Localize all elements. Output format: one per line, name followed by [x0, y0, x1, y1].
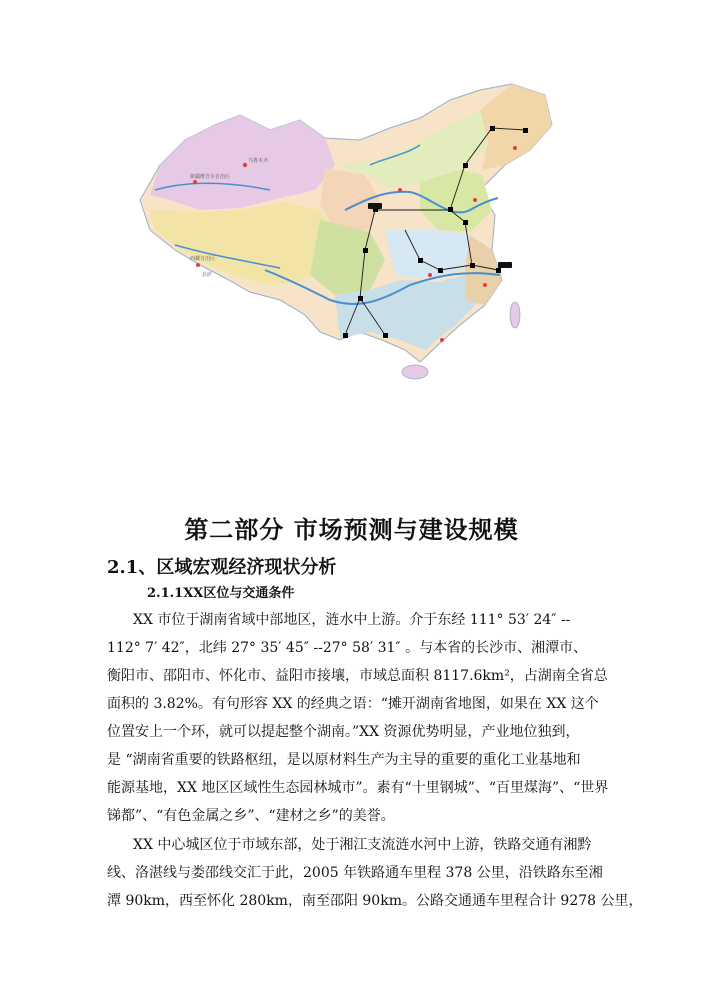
station-marker [438, 268, 443, 273]
paragraph-line: 潭 90km，西至怀化 280km，南至邵阳 90km。公路交通通车里程合计 9278 公里， [107, 893, 643, 909]
china-map-figure [120, 70, 560, 380]
city-dot [428, 273, 432, 277]
city-dot [193, 180, 197, 184]
map-label-tibet: 西藏自治区 [190, 256, 216, 262]
paragraph-line: 线、洛湛线与娄邵线交汇于此，2005 年铁路通车里程 378 公里，沿铁路东至湘 [107, 865, 603, 881]
station-marker [496, 268, 501, 273]
paragraph-line: 锑都”、“有色金属之乡”、“建材之乡”的美誉。 [107, 808, 395, 824]
map-label-urumqi: 乌鲁木齐 [248, 158, 269, 164]
paragraph-line: 是 “湖南省重要的铁路枢纽，是以原材料生产为主导的重要的重化工业基地和 [107, 752, 581, 768]
paragraph-line: 能源基地，XX 地区区域性生态园林城市”。素有“十里钢城”、“百里煤海”、“世界 [107, 780, 609, 796]
page-title: 第二部分 市场预测与建设规模 [184, 515, 519, 544]
paragraph-line: 面积的 3.82%。有句形容 XX 的经典之语：“摊开湖南省地图，如果在 XX 这个 [107, 696, 599, 712]
paragraph-line: 衡阳市、邵阳市、怀化市、益阳市接壤，市域总面积 8117.6km²，占湖南全省总 [107, 668, 608, 684]
paragraph-line: XX 中心城区位于市域东部，处于湘江支流涟水河中上游，铁路交通有湘黔 [133, 837, 592, 853]
region-tibet [150, 202, 335, 285]
station-marker [343, 333, 348, 338]
train-icon [368, 203, 382, 209]
city-dot [513, 146, 517, 150]
paragraph-line: XX 市位于湖南省域中部地区，涟水中上游。介于东经 111° 53′ 24″ -- [133, 612, 571, 628]
station-marker [463, 220, 468, 225]
city-dot [243, 163, 247, 167]
city-dot [196, 263, 200, 267]
island-taiwan [510, 302, 520, 328]
paragraph-line: 112° 7′ 42″，北纬 27° 35′ 45″ --27° 58′ 31″ 。与本省的长沙市、湘潭市、 [107, 640, 588, 656]
paragraph-line: 位置安上一个环，就可以提起整个湖南。”XX 资源优势明显，产业地位独到， [107, 724, 580, 740]
station-marker [363, 248, 368, 253]
station-marker [418, 258, 423, 263]
station-marker [463, 163, 468, 168]
map-label-lhasa: 拉萨 [202, 272, 213, 278]
subsection-heading: 2.1.1XX区位与交通条件 [147, 586, 295, 601]
station-marker [523, 128, 528, 133]
island-hainan [402, 365, 428, 379]
map-label-xinjiang: 新疆维吾尔自治区 [190, 174, 231, 180]
city-dot [440, 338, 444, 342]
station-marker [470, 263, 475, 268]
station-marker [358, 296, 363, 301]
city-dot [398, 188, 402, 192]
station-marker [383, 333, 388, 338]
city-dot [473, 198, 477, 202]
station-marker [448, 207, 453, 212]
train-icon [498, 262, 512, 268]
station-marker [490, 126, 495, 131]
city-dot [483, 283, 487, 287]
section-heading: 2.1、区域宏观经济现状分析 [107, 557, 337, 578]
